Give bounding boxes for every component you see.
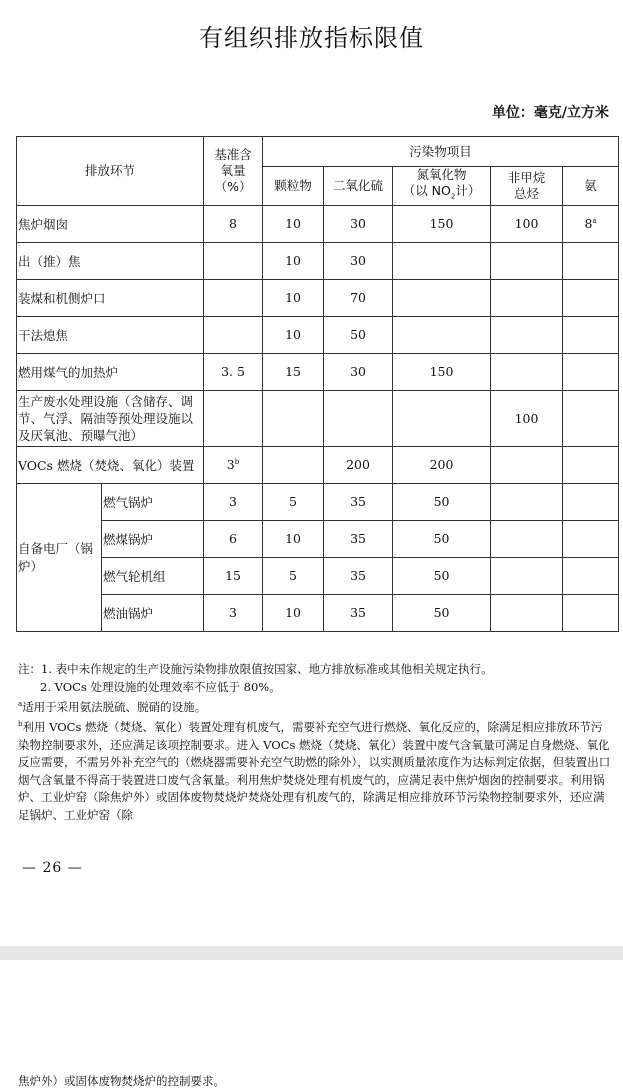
header-oxygen: 基准含 氧量 （%） [204,137,263,206]
header-nmhc: 非甲烷 总烃 [491,167,563,206]
header-nox: 氮氧化物 （以 $NO_2$计） [393,167,491,206]
table-row: 焦炉烟囱 8 10 30 150 100 8$^a$ [17,205,619,242]
header-pollutants: 污染物项目 [263,137,619,167]
page-title: 有组织排放指标限值 [199,24,424,52]
table-notes [18,661,612,824]
header-nh3: 氨 [563,167,619,206]
header-so2: 二氧化硫 [324,167,393,206]
note-1: 注：1. 表中未作规定的生产设施污染物排放限值按国家、地方排放标准或其他相关规定执行。 [18,662,493,676]
table-row: 生产废水处理设施（含储存、调节、气浮、隔油等预处理设施以及厌氧池、预曝气池） 100 [17,390,619,446]
table-row: VOCs 燃烧（焚烧、氧化）装置 3$^b$ 200 200 [17,446,619,483]
unit-label: 单位：毫克/立方米 [491,105,609,121]
table-row: 燃油锅炉 3 10 35 50 [17,594,619,631]
header-section: 排放环节 [17,137,204,206]
page-separator [0,946,623,960]
note-2: 2. VOCs 处理设施的处理效率不应低于 80%。 [40,679,281,694]
next-page [0,960,623,1092]
power-group-label: 自备电厂（锅炉） [17,483,102,631]
page-number: — 26 — [22,860,83,876]
table-row: 燃用煤气的加热炉 3. 5 15 30 150 [17,353,619,390]
table-row: 燃气轮机组 15 5 35 50 [17,557,619,594]
table-row: 干法熄焦 10 50 [17,316,619,353]
table-row: 出（推）焦 10 30 [17,242,619,279]
header-pm: 颗粒物 [263,167,324,206]
footnote-b: $^b$利用 VOCs 燃烧（焚烧、氧化）装置处理有机废气，需要补充空气进行燃烧、氧化反应的，除满足相应排放环节污染物控制要求外，还应满足该项控制要求。进入 VOCs 燃烧（焚烧、氧化）装置中废气含氧量可满足自身燃烧、氧化反应需要，不需另外补充空气的（燃烧器需要补充空气助燃的除外），以实测质量浓度作为达标判定依据，但装置出口烟气含氧量不得高于装置进口废气含氧量。利用焦炉焚烧处理有机废气的，应满足表中焦炉烟囱的控制要求。利用锅炉、工业炉窑（除焦炉外）或固体废物焚烧炉焚烧处理有机废气的，除满足相应排放环节污染物控制要求外，还应满足锅炉、工业炉窑（除 [18,720,611,822]
continuation-text: 焦炉外）或固体废物焚烧炉的控制要求。 [18,1074,225,1088]
table-row: 装煤和机侧炉口 10 70 [17,279,619,316]
table-row: 燃煤锅炉 6 10 35 50 [17,520,619,557]
table-row: 自备电厂（锅炉） 燃气锅炉 3 5 35 50 [17,483,619,520]
footnote-a: $^a$适用于采用氨法脱硫、脱硝的设施。 [18,699,207,714]
emission-limits-table [16,136,619,632]
